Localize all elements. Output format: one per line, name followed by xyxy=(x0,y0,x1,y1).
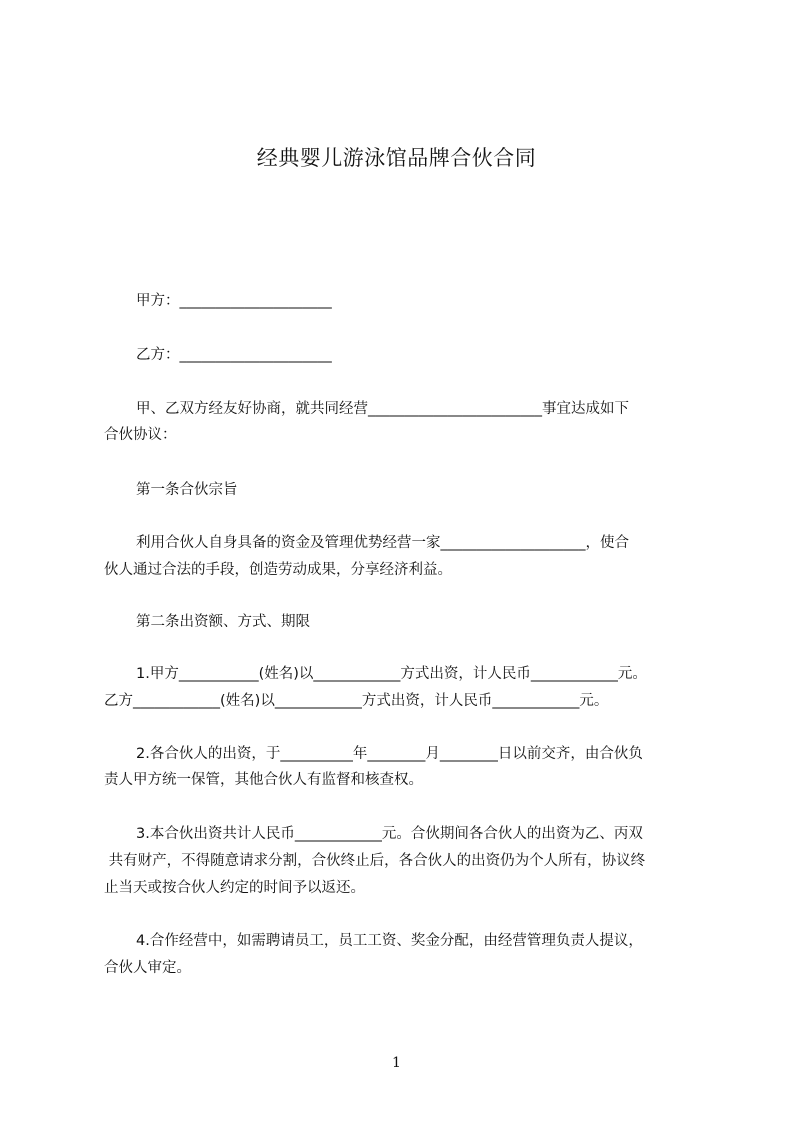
intro-line-1: 甲、乙双方经友好协商，就共同经营________________________事宜达成如下 xyxy=(136,401,629,417)
article-2-heading: 第二条出资额、方式、期限 xyxy=(136,614,310,630)
clause-3-line-3: 止当天或按合伙人约定的时间予以返还。 xyxy=(104,880,365,896)
clause-1-line-2: 乙方____________(姓名)以____________方式出资，计人民币____________元。 xyxy=(104,693,609,709)
intro-line-2: 合伙协议： xyxy=(104,427,177,443)
clause-3-line-1: 3.本合伙出资共计人民币____________元。合伙期间各合伙人的出资为乙、丙双 xyxy=(136,826,643,842)
party-b-line: 乙方：_____________________ xyxy=(136,347,332,363)
article-1-line-2: 伙人通过合法的手段，创造劳动成果，分享经济利益。 xyxy=(104,562,452,578)
clause-2-line-1: 2.各合伙人的出资，于__________年________月________日以前交齐，由合伙负 xyxy=(136,746,643,762)
document-title: 经典婴儿游泳馆品牌合伙合同 xyxy=(256,146,537,170)
clause-1-line-1: 1.甲方___________(姓名)以____________方式出资，计人民币____________元。 xyxy=(136,666,647,682)
clause-4-line-2: 合伙人审定。 xyxy=(104,960,191,976)
party-a-line: 甲方：_____________________ xyxy=(136,293,332,309)
article-1-line-1: 利用合伙人自身具备的资金及管理优势经营一家____________________，使合 xyxy=(136,535,629,551)
clause-3-line-2: 共有财产，不得随意请求分割，合伙终止后，各合伙人的出资仍为个人所有，协议终 xyxy=(104,853,646,869)
page-number: 1 xyxy=(392,1055,401,1071)
clause-4-line-1: 4.合作经营中，如需聘请员工，员工工资、奖金分配，由经营管理负责人提议， xyxy=(136,933,643,949)
clause-2-line-2: 责人甲方统一保管，其他合伙人有监督和核查权。 xyxy=(104,772,423,788)
article-1-heading: 第一条合伙宗旨 xyxy=(136,482,238,498)
